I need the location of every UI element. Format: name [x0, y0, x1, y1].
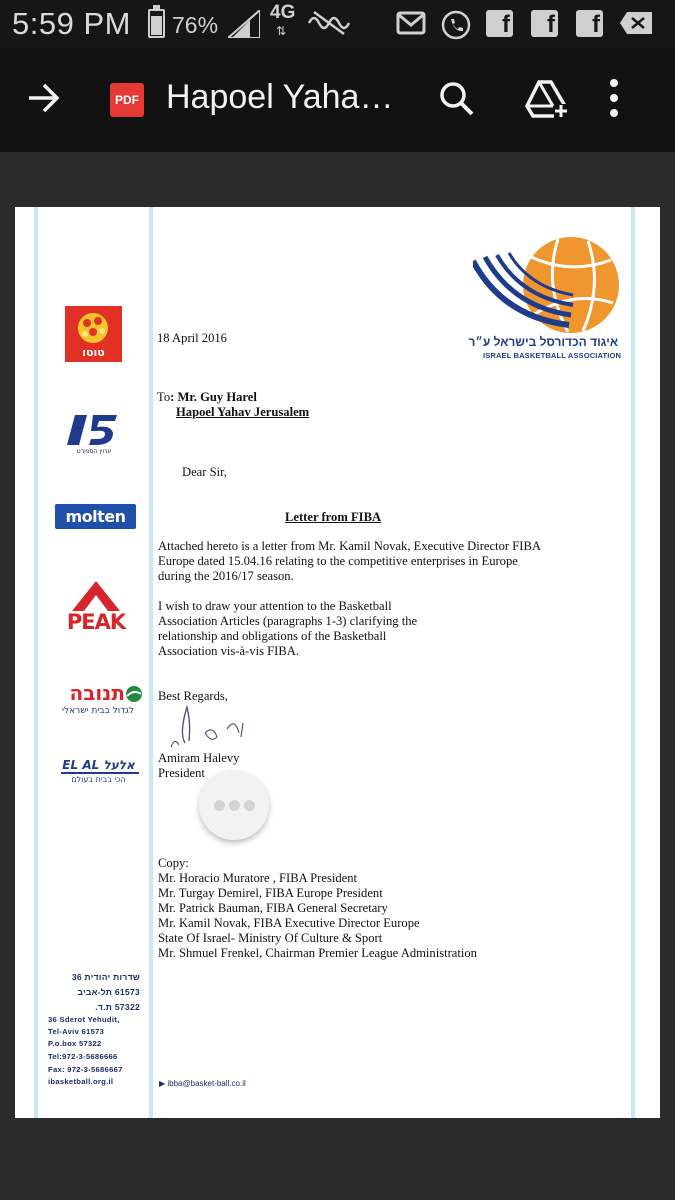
sponsor-molten-logo: molten	[55, 504, 136, 529]
app-bar	[0, 48, 675, 152]
drive-add-icon[interactable]	[525, 80, 569, 118]
paragraph-line: Association Articles (paragraphs 1-3) clarifying the	[158, 614, 418, 628]
sponsor-toto-logo	[65, 306, 122, 362]
network-type: 4G	[270, 2, 296, 23]
pdf-page[interactable]	[15, 207, 660, 1118]
paragraph-line: during the 2016/17 season.	[158, 569, 294, 583]
copy-recipient: Mr. Turgay Demirel, FIBA Europe President	[158, 886, 383, 900]
paragraph-line: I wish to draw your attention to the Basketball	[158, 599, 392, 613]
paragraph-line: Attached hereto is a letter from Mr. Kamil Novak, Executive Director FIBA	[158, 539, 541, 553]
tnuva-tagline: לגדול בבית ישראלי	[62, 706, 134, 716]
gmail-icon	[396, 10, 426, 36]
typing-dot	[244, 800, 255, 811]
more-vert-icon[interactable]	[608, 78, 620, 118]
signer-title: President	[158, 766, 205, 780]
facebook-icon: f	[576, 10, 603, 37]
address-line: 61573 תל-אביב	[77, 987, 140, 997]
closing: Best Regards,	[158, 689, 228, 703]
ticket-icon	[618, 10, 654, 36]
letter-subject: Letter from FIBA	[285, 510, 382, 524]
sponsor-sport5-logo	[65, 411, 123, 459]
salutation: Dear Sir,	[182, 465, 227, 479]
typing-indicator-bubble[interactable]	[199, 770, 269, 840]
address-line: 36 Sderot Yehudit,	[48, 1015, 120, 1024]
iba-logo	[473, 235, 623, 335]
sport5-icon	[65, 411, 123, 447]
elal-text: EL AL אלעל	[62, 758, 135, 772]
sponsor-tnuva-logo	[51, 683, 146, 719]
clock: 5:59 PM	[12, 6, 131, 41]
recipient-name: : Mr. Guy Harel	[170, 390, 257, 404]
facebook-icon: f	[531, 10, 558, 37]
peak-text: PEAK	[66, 610, 126, 634]
recipient-line	[157, 390, 257, 405]
website: ibasketball.org.il	[48, 1077, 114, 1086]
copy-recipient: Mr. Horacio Muratore , FIBA President	[158, 871, 358, 885]
paragraph-line: Europe dated 15.04.16 relating to the competitive enterprises in Europe	[158, 554, 518, 568]
tnuva-emblem-icon	[125, 685, 143, 703]
mute-icon	[306, 10, 352, 36]
phone-icon	[441, 10, 471, 40]
elal-tagline: הכי בבית בעולם	[71, 775, 126, 784]
letter-date: 18 April 2016	[157, 331, 227, 345]
recipient-prefix: To	[157, 390, 171, 404]
copy-recipient: Mr. Kamil Novak, FIBA Executive Director Europe	[158, 916, 420, 930]
address-line: P.o.box 57322	[48, 1039, 102, 1048]
document-title: Hapoel Yaha…	[166, 78, 394, 116]
phone-number: Tel:972-3-5686666	[48, 1052, 118, 1061]
email-line: ▶ ibba@basket-ball.co.il	[159, 1079, 246, 1088]
recipient-organization: Hapoel Yahav Jerusalem	[176, 405, 310, 419]
org-name-hebrew: איגוד הכדורסל בישראל ע״ר	[468, 335, 618, 349]
status-bar	[0, 0, 675, 48]
signature	[165, 703, 265, 751]
paragraph-line: relationship and obligations of the Basketball	[158, 629, 387, 643]
toto-ball-icon	[65, 306, 122, 346]
border-stripe	[149, 207, 153, 1118]
address-line: שדרות יהודית 36	[71, 972, 140, 982]
copy-recipient: Mr. Patrick Bauman, FIBA General Secretary	[158, 901, 388, 915]
battery-level	[151, 16, 162, 35]
toto-text: טוטו	[82, 346, 105, 359]
typing-dot	[229, 800, 240, 811]
copy-recipient: State Of Israel- Ministry Of Culture & Sport	[158, 931, 383, 945]
copy-label: Copy:	[158, 856, 189, 870]
sponsor-peak-logo	[64, 579, 128, 634]
forward-arrow-icon[interactable]	[26, 80, 62, 116]
copy-recipient: Mr. Shmuel Frenkel, Chairman Premier League Administration	[158, 946, 477, 960]
sponsor-elal-logo	[51, 758, 146, 786]
data-activity-icon: ⇅	[276, 24, 287, 38]
border-stripe	[631, 207, 635, 1118]
address-line: 57322 ת.ד.	[95, 1002, 140, 1012]
address-line: Tel-Aviv 61573	[48, 1027, 105, 1036]
battery-percent: 76%	[172, 12, 219, 38]
tnuva-text: תנובה	[69, 681, 125, 705]
search-icon[interactable]	[438, 80, 476, 118]
sport5-text: ערוץ הספורט	[76, 448, 112, 455]
paragraph-line: Association vis-à-vis FIBA.	[158, 644, 299, 658]
peak-mountain-icon	[64, 579, 128, 613]
elal-underline	[61, 772, 139, 774]
fax-number: Fax: 972-3-5686667	[48, 1065, 123, 1074]
signer-name: Amiram Halevy	[158, 751, 240, 765]
battery-icon	[148, 9, 165, 38]
org-name-english: ISRAEL BASKETBALL ASSOCIATION	[483, 351, 622, 360]
pdf-file-icon: PDF	[110, 83, 144, 117]
border-stripe	[34, 207, 38, 1118]
typing-dot	[214, 800, 225, 811]
facebook-icon: f	[486, 10, 513, 37]
signal-icon	[228, 10, 260, 38]
